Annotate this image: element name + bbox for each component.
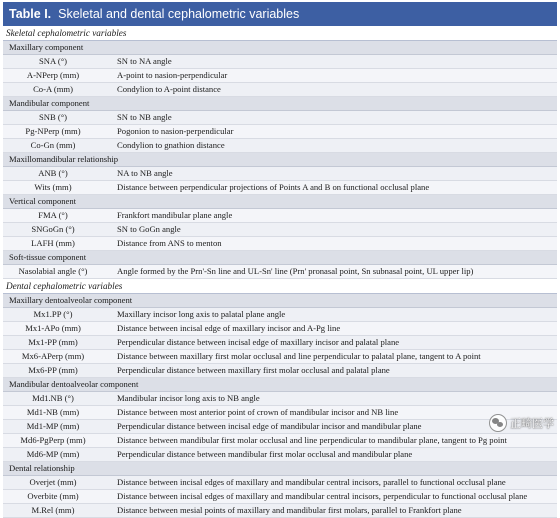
variable-definition: Distance between incisal edges of maxillary and mandibular central incisors, perpendicular to functional occlusal plane xyxy=(117,491,528,501)
variable-definition: Mandibular incisor long axis to NB angle xyxy=(117,393,260,403)
watermark xyxy=(489,414,554,432)
table-row xyxy=(3,490,557,504)
variable-name: A-NPerp (mm) xyxy=(26,70,80,80)
variable-definition: A-point to nasion-perpendicular xyxy=(117,70,228,80)
variable-name: Md1.NB (°) xyxy=(32,393,74,403)
table-row xyxy=(3,83,557,97)
variable-name: Mx6-APerp (mm) xyxy=(21,351,85,361)
variable-definition: Perpendicular distance between mandibular first molar occlusal and mandibular plane xyxy=(117,449,413,459)
variable-definition: Condylion to gnathion distance xyxy=(117,140,225,150)
variable-name: SNA (°) xyxy=(38,56,68,66)
table-row xyxy=(3,420,557,434)
variable-definition: Maxillary incisor long axis to palatal plane angle xyxy=(117,309,286,319)
variable-definition: NA to NB angle xyxy=(117,168,173,178)
table-row xyxy=(3,167,557,181)
variable-name: LAFH (mm) xyxy=(31,238,75,248)
dental-section-heading: Dental cephalometric variables xyxy=(3,279,557,294)
variable-name: Mx1.PP (°) xyxy=(33,309,73,319)
variable-name: ANB (°) xyxy=(38,168,68,178)
variable-name: FMA (°) xyxy=(38,210,68,220)
table-row xyxy=(3,55,557,69)
table-title-bar xyxy=(3,2,557,26)
table-row xyxy=(3,308,557,322)
table-row xyxy=(3,364,557,378)
variable-definition: Pogonion to nasion-perpendicular xyxy=(117,126,234,136)
group-heading: Vertical component xyxy=(3,195,557,209)
table-row xyxy=(3,350,557,364)
variable-definition: Distance between maxillary first molar occlusal and line perpendicular to palatal plane, tangent to A point xyxy=(117,351,481,361)
variable-name: Md1-MP (mm) xyxy=(26,421,80,431)
variable-name: Md6-PgPerp (mm) xyxy=(20,435,86,445)
table-row xyxy=(3,181,557,195)
table-row xyxy=(3,434,557,448)
variable-name: Wits (mm) xyxy=(34,182,72,192)
table-row xyxy=(3,209,557,223)
variable-definition: Perpendicular distance between incisal edge of mandibular incisor and mandibular plane xyxy=(117,421,422,431)
variable-definition: Frankfort mandibular plane angle xyxy=(117,210,233,220)
variable-name: Mx6-PP (mm) xyxy=(28,365,78,375)
watermark-text: 正畸医学 xyxy=(510,417,554,430)
group-heading: Maxillary component xyxy=(3,41,557,55)
variable-name: Md1-NB (mm) xyxy=(26,407,80,417)
wechat-icon xyxy=(489,414,507,432)
variable-definition: Condylion to A-point distance xyxy=(117,84,221,94)
table-row xyxy=(3,448,557,462)
variable-definition: Angle formed by the Prn'-Sn line and UL-Sn' line (Prn' pronasal point, Sn subnasal point, UL upper lip) xyxy=(117,266,474,276)
variable-definition: SN to NB angle xyxy=(117,112,172,122)
table-row xyxy=(3,125,557,139)
table-title: Skeletal and dental cephalometric variables xyxy=(58,7,300,21)
variable-definition: Perpendicular distance between maxillary first molar occlusal and palatal plane xyxy=(117,365,390,375)
group-heading: Mandibular dentoalveolar component xyxy=(3,378,557,392)
table-number: Table I. xyxy=(9,7,52,21)
variable-name: Co-A (mm) xyxy=(33,84,73,94)
table-row xyxy=(3,406,557,420)
variable-name: Md6-MP (mm) xyxy=(26,449,80,459)
variable-name: Mx1-PP (mm) xyxy=(28,337,78,347)
variable-definition: Distance between mesial points of maxillary and mandibular first molars, parallel to Frankfort plane xyxy=(117,505,462,515)
variable-name: Nasolabial angle (°) xyxy=(18,266,88,276)
variable-name: Co-Gn (mm) xyxy=(30,140,76,150)
table-row xyxy=(3,139,557,153)
table-row xyxy=(3,322,557,336)
variable-name: Overjet (mm) xyxy=(29,477,77,487)
table-row xyxy=(3,237,557,251)
variable-definition: Distance from ANS to menton xyxy=(117,238,222,248)
variable-name: Pg-NPerp (mm) xyxy=(25,126,81,136)
group-heading: Mandibular component xyxy=(3,97,557,111)
group-heading: Maxillary dentoalveolar component xyxy=(3,294,557,308)
variable-definition: Distance between incisal edges of maxillary and mandibular central incisors, parallel to functional occlusal plane xyxy=(117,477,506,487)
table-row xyxy=(3,392,557,406)
variable-definition: Distance between perpendicular projections of Points A and B on functional occlusal plane xyxy=(117,182,430,192)
variable-name: Overbite (mm) xyxy=(27,491,79,501)
table-row xyxy=(3,476,557,490)
table-row xyxy=(3,223,557,237)
table-row xyxy=(3,336,557,350)
group-heading: Maxillomandibular relationship xyxy=(3,153,557,167)
variable-name: SNGoGn (°) xyxy=(31,224,75,234)
group-heading: Soft-tissue component xyxy=(3,251,557,265)
table-row xyxy=(3,111,557,125)
table-row xyxy=(3,69,557,83)
variable-definition: Distance between incisal edge of maxillary incisor and A-Pg line xyxy=(117,323,341,333)
table-row xyxy=(3,265,557,279)
table-body xyxy=(3,26,557,518)
variable-name: Mx1-APo (mm) xyxy=(25,323,81,333)
group-heading: Dental relationship xyxy=(3,462,557,476)
variable-definition: Perpendicular distance between incisal edge of maxillary incisor and palatal plane xyxy=(117,337,400,347)
skeletal-section-heading: Skeletal cephalometric variables xyxy=(3,26,557,41)
variable-definition: Distance between mandibular first molar occlusal and line perpendicular to mandibular plane, tangent to Pg point xyxy=(117,435,507,445)
variable-definition: Distance between most anterior point of crown of mandibular incisor and NB line xyxy=(117,407,399,417)
variable-name: M.Rel (mm) xyxy=(31,505,75,515)
variable-name: SNB (°) xyxy=(38,112,68,122)
table-row xyxy=(3,504,557,518)
variable-definition: SN to NA angle xyxy=(117,56,172,66)
variable-definition: SN to GoGn angle xyxy=(117,224,181,234)
